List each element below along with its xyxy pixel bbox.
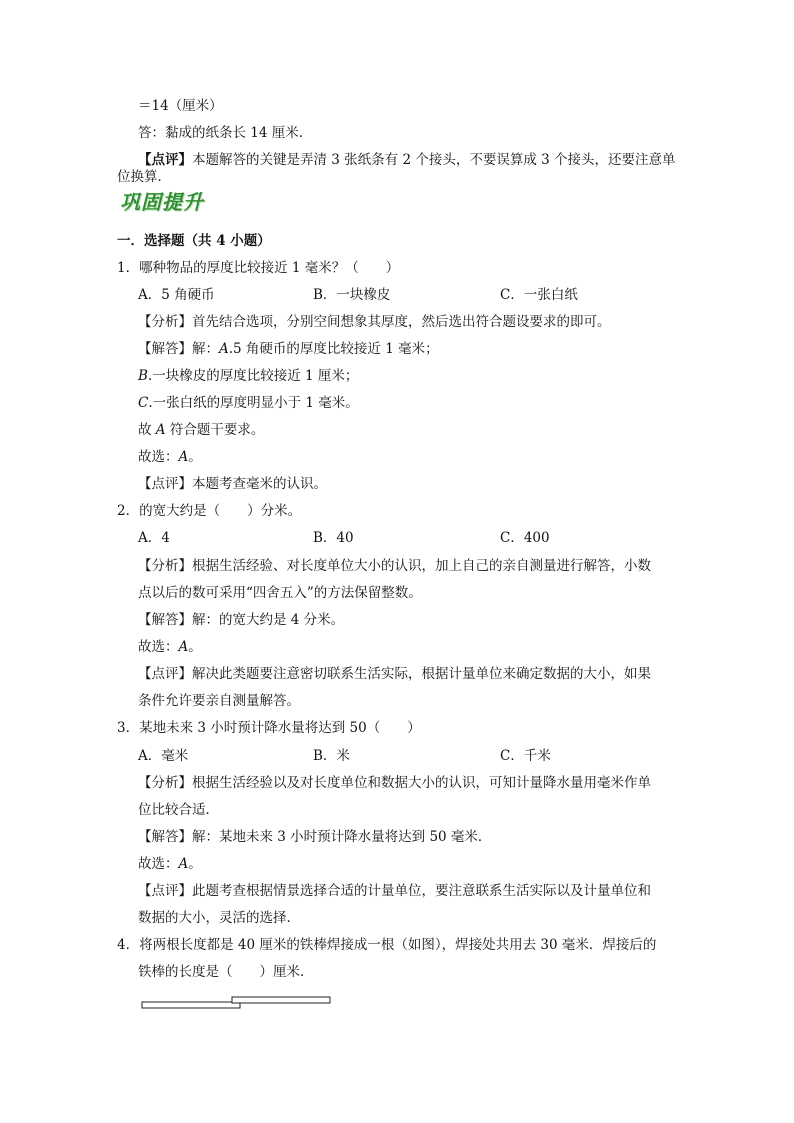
choice-label: 故选：	[138, 449, 179, 465]
q2-analysis-1	[138, 556, 651, 576]
top-comment-line-1	[138, 150, 676, 170]
solution-text: .一块橡皮的厚度比较接近 1 厘米；	[147, 368, 359, 384]
choice-end: 。	[188, 449, 202, 465]
section-title: 巩固提升	[120, 190, 204, 214]
option-letter: A	[155, 422, 166, 438]
solution-text: 故	[138, 422, 156, 438]
option-letter: C	[138, 395, 149, 411]
q3-choice	[138, 854, 202, 874]
part-title: 一．选择题（共 4 小题）	[117, 233, 271, 249]
comment-text: 解决此类题要注意密切联系生活实际，根据计量单位来确定数据的大小，如果	[192, 666, 651, 682]
q3-comment-1	[138, 881, 651, 901]
q3-option-b: B．米	[313, 748, 350, 764]
solution-text: 解：的宽大约是 4 分米。	[192, 612, 345, 628]
q2-option-c: C．400	[500, 530, 550, 546]
option-letter: B	[138, 368, 148, 384]
solution-tag: 【解答】	[138, 341, 192, 357]
option-letter: A	[219, 341, 229, 357]
comment-tag: 【点评】	[138, 883, 192, 899]
q1-analysis	[138, 312, 611, 332]
q1-option-b: B．一块橡皮	[313, 287, 391, 303]
q2-option-a: A．4	[138, 530, 170, 546]
calc-line: ＝14（厘米）	[138, 98, 223, 114]
analysis-tag: 【分析】	[138, 775, 192, 791]
q3-analysis-1	[138, 773, 651, 793]
solution-text: .5 角硬币的厚度比较接近 1 毫米；	[228, 341, 439, 357]
q1-stem: 1．哪种物品的厚度比较接近 1 毫米？（ ）	[117, 260, 400, 276]
choice-end: 。	[188, 639, 202, 655]
q1-solution-3	[138, 393, 359, 413]
comment-text: 此题考查根据情景选择合适的计量单位，要注意联系生活实际以及计量单位和	[192, 883, 651, 899]
choice-end: 。	[188, 856, 202, 872]
comment-text: 本题解答的关键是弄清 3 张纸条有 2 个接头，不要误算成 3 个接头，还要注意单	[192, 152, 676, 168]
q1-option-a: A．5 角硬币	[138, 287, 215, 303]
analysis-text: 首先结合选项，分别空间想象其厚度，然后选出符合题设要求的即可。	[192, 314, 611, 330]
q1-solution-2	[138, 366, 358, 386]
solution-text: 解：	[192, 341, 219, 357]
q3-stem: 3．某地未来 3 小时预计降水量将达到 50（ ）	[117, 720, 421, 736]
solution-tag: 【解答】	[138, 829, 192, 845]
answer-line: 答：黏成的纸条长 14 厘米．	[138, 125, 313, 141]
comment-tag: 【点评】	[138, 152, 192, 168]
q4-stem-2: 铁棒的长度是（ ）厘米．	[138, 964, 314, 980]
rod-left	[142, 1002, 240, 1008]
q2-stem: 2．的宽大约是（ ）分米。	[117, 503, 302, 519]
choice-letter: A	[178, 856, 189, 872]
top-comment-line-2: 位换算．	[117, 169, 171, 185]
q1-solution-1	[138, 339, 439, 359]
q3-solution	[138, 827, 491, 847]
q3-comment-2: 数据的大小，灵活的选择．	[138, 910, 300, 926]
analysis-text: 根据生活经验、对长度单位大小的认识，加上自己的亲自测量进行解答，小数	[192, 558, 651, 574]
solution-text: .一张白纸的厚度明显小于 1 毫米。	[148, 395, 359, 411]
comment-tag: 【点评】	[138, 666, 192, 682]
q2-option-b: B．40	[313, 530, 354, 546]
choice-letter: A	[178, 449, 189, 465]
comment-text: 本题考查毫米的认识。	[192, 476, 327, 492]
rod-right	[232, 997, 330, 1003]
q2-solution	[138, 610, 344, 630]
q1-comment	[138, 474, 327, 494]
choice-label: 故选：	[138, 639, 179, 655]
solution-tag: 【解答】	[138, 612, 192, 628]
q2-choice	[138, 637, 202, 657]
q1-solution-4	[138, 420, 264, 440]
analysis-text: 根据生活经验以及对长度单位和数据大小的认识，可知计量降水量用毫米作单	[192, 775, 651, 791]
solution-text: 解：某地未来 3 小时预计降水量将达到 50 毫米．	[192, 829, 492, 845]
q1-option-c: C．一张白纸	[500, 287, 578, 303]
choice-letter: A	[178, 639, 189, 655]
analysis-tag: 【分析】	[138, 314, 192, 330]
q3-analysis-2: 位比较合适．	[138, 802, 219, 818]
q2-analysis-2: 点以后的数可采用“四舍五入”的方法保留整数。	[138, 585, 422, 601]
choice-label: 故选：	[138, 856, 179, 872]
comment-tag: 【点评】	[138, 476, 192, 492]
solution-text: 符合题干要求。	[165, 422, 265, 438]
q2-comment-2: 条件允许要亲自测量解答。	[138, 693, 300, 709]
analysis-tag: 【分析】	[138, 558, 192, 574]
q2-comment-1	[138, 664, 651, 684]
q4-stem-1: 4．将两根长度都是 40 厘米的铁棒焊接成一根（如图），焊接处共用去 30 毫米．焊接后的	[117, 937, 657, 953]
q3-option-a: A．毫米	[138, 748, 189, 764]
q1-choice	[138, 447, 202, 467]
welded-rods-figure	[140, 994, 335, 1012]
q3-option-c: C．千米	[500, 748, 551, 764]
